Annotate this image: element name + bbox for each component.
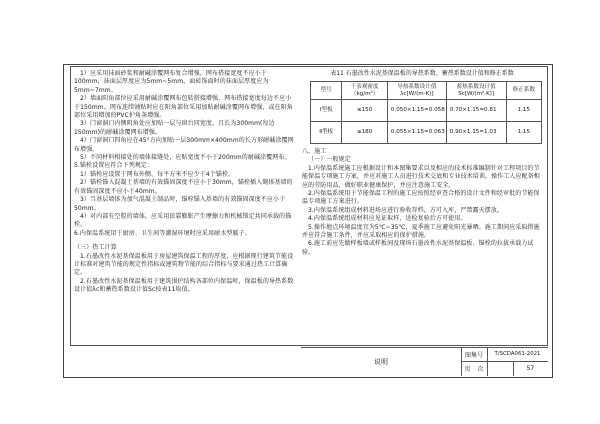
right-column xyxy=(302,70,542,257)
table-title: 表11 石墨改性水泥基保温板的导热系数、蓄热系数设计值和修正系数 xyxy=(330,70,514,77)
paragraph: 1）应采用抹面砂浆和耐碱涂覆网布复合增强，网布搭接宽度不应小于100mm，抹面层厚度应为5mm~5mm，面砖饰面时的抹面层厚度应为5mm~7mm。 xyxy=(74,70,269,94)
section-heading: 八、施工 xyxy=(302,148,327,155)
paragraph: 2.内保温系统用于节能保温工程的施工应按照经审查合格的设计文件和经审批的节能保温专项施工方案进行。 xyxy=(302,190,540,206)
paragraph: 4.内保温系统组成材料应见证取样，送检复验后方可使用。 xyxy=(308,215,467,223)
thermal-properties-table xyxy=(310,81,542,144)
paragraph: 2）墙面阳角部位应采用耐碱涂覆网布包转搭接增强，网布搭接宽度每边不应小于150mm。网布连续铺贴时应在阳角部位采用加贴耐碱涂覆网布增强，或在阳角部位采用增加的PVC护角条增强。 xyxy=(74,95,293,120)
left-column xyxy=(74,70,296,295)
atlas-number-label: 图集号 xyxy=(464,351,483,359)
paragraph: 5.锚栓设置应符合下列规定： xyxy=(74,162,154,170)
paragraph: 2.石墨改性水泥基保温板用于建筑围护结构各部位内保温时，保温板的导热系数设计值λc和蓄热系数设计值Sc按表11取值。 xyxy=(74,277,294,294)
table-cell: Ⅰ型板 xyxy=(311,100,342,122)
table-row xyxy=(311,122,542,144)
page-label-2: 次 xyxy=(477,366,484,373)
table-cell: ≤150 xyxy=(342,100,388,122)
paragraph: 3.内保温系统组成材料进场应进行验收存档，方可入库，严禁露天摆放。 xyxy=(308,206,504,214)
paragraph: 3）当基层墙体为加气混凝土制品时，锚栓锚入基墙的有效锚固深度不应小于50mm。 xyxy=(74,196,286,212)
table-header-cell: 蓄热系数设计值Sc[W/(m²·K)] xyxy=(446,82,506,100)
paragraph: 1.内保温系统施工应根据设计和本图集要求以及相应的技术标准编制针对工程项目的节能保温专项施工方案，并应对施工人员进行技术交底和专业技术培训。操作工人应配备相应的劳防用品，做好职业健康保护，并应注意施工安全。 xyxy=(302,164,540,189)
table-cell: 0.050×1.15=0.058 xyxy=(387,100,446,122)
paragraph: 4）对内部有空腔的墙体，应采用依靠膨胀产生摩擦力和机械锁定共同承载的锚栓。 xyxy=(74,212,292,229)
table-cell: 1.15 xyxy=(506,122,541,144)
paragraph: 3）门窗洞口内侧阴角处应加贴一层与窗台同宽度，且长为300mm(每边150mm)的耐碱涂覆网布增强。 xyxy=(74,120,275,136)
table-cell: 0.055×1.15=0.063 xyxy=(387,122,446,144)
table-header-cell: 干表观密度（kg/m³） xyxy=(342,82,388,100)
table-row xyxy=(311,100,542,122)
paragraph: 6.内保温系统用于厨房、卫生间等潮湿环境时应采用耐水型腻子。 xyxy=(74,229,251,237)
paragraph: 5）不同材料相接处的墙体接缝处，应贴宽度不小于200mm的耐碱涂覆网布。 xyxy=(80,154,291,162)
table-cell: 0.70×1.15=0.81 xyxy=(446,100,506,122)
drawing-name: 说明 xyxy=(374,357,388,366)
table-header-cell: 型号 xyxy=(311,82,342,100)
subsection-heading: （一）一般规定 xyxy=(308,156,351,164)
paragraph: 6.施工前应先做样板墙或样板间及现场石墨改性水泥基保温板、锚栓的拉拔承载力试验。 xyxy=(302,240,534,256)
table-cell: Ⅱ型板 xyxy=(311,122,342,144)
table-cell: 1.15 xyxy=(506,100,541,122)
table-header-cell: 导热系数设计值λc[W/(m·K)] xyxy=(387,82,446,100)
paragraph: 1.石墨改性水泥基保温板用于房屋建筑保温工程的厚度，应根据现行建筑节能设计标准对建筑节能的规定性指标或建筑物节能的综合指标与要求通过热工计算确定。 xyxy=(74,252,294,277)
title-block xyxy=(301,347,548,376)
table-header-cell: 修正系数 xyxy=(506,82,541,100)
page-label: 页 xyxy=(464,366,471,373)
paragraph: 5.操作地点环境温度宜为5℃~35℃，夏季施工应避免阳光暴晒。施工期间应采取措施并应符合施工条件，并应采取相应的保护措施。 xyxy=(302,223,540,240)
paragraph: 4）门窗洞口四角应在45°方向加贴一层300mm×400mm的长方形耐碱涂覆网布增强。 xyxy=(74,137,294,153)
table-cell: 0.90×1.15=1.03 xyxy=(446,122,506,144)
section-heading: （三）热工计算 xyxy=(74,244,117,252)
paragraph: 1）锚栓应设置于网布外侧，每平方米不应少于4个锚栓。 xyxy=(80,170,235,178)
atlas-number: T/SCDA061-2021 xyxy=(494,351,541,357)
page-number: 57 xyxy=(526,365,535,372)
paragraph: 2）锚栓锚入混凝土基墙的有效锚固深度不应小于30mm，锚栓插入砌体基墙的有效锚固深度不应小于40mm。 xyxy=(74,179,293,195)
table-cell: ≤180 xyxy=(342,122,388,144)
table-header-row xyxy=(311,82,542,100)
